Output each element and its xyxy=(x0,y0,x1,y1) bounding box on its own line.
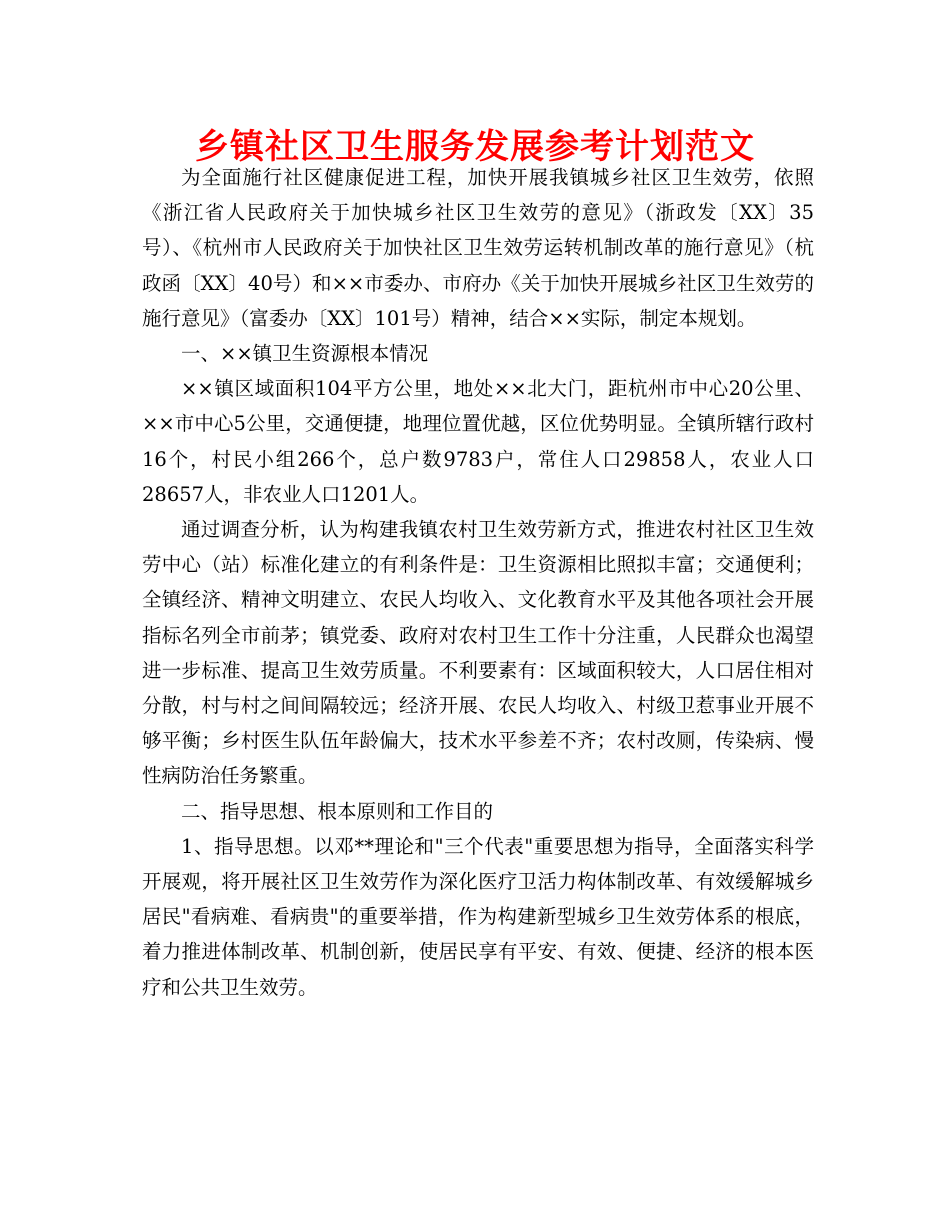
document-title: 乡镇社区卫生服务发展参考计划范文 xyxy=(195,127,755,167)
basic-situation-paragraph: ××镇区域面积104平方公里，地处××北大门，距杭州市中心20公里、××市中心5公里，交通便捷，地理位置优越，区位优势明显。全镇所辖行政村16个，村民小组266个，总户数9783户，常住人口29858人，农业人口28657人，非农业人口1201人。 xyxy=(142,377,814,506)
intro-paragraph: 为全面施行社区健康促进工程，加快开展我镇城乡社区卫生效劳，依照《浙江省人民政府关于加快城乡社区卫生效劳的意见》（浙政发〔XX〕35号）、《杭州市人民政府关于加快社区卫生效劳运转机制改革的施行意见》（杭政函〔XX〕40号）和××市委办、市府办《关于加快开展城乡社区卫生效劳的施行意见》（富委办〔XX〕101号）精神，结合××实际，制定本规划。 xyxy=(142,166,814,330)
section-heading-1: 一、××镇卫生资源根本情况 xyxy=(181,342,429,366)
document-body xyxy=(142,160,814,1005)
analysis-paragraph: 通过调查分析，认为构建我镇农村卫生效劳新方式，推进农村社区卫生效劳中心（站）标准化建立的有利条件是：卫生资源相比照拟丰富；交通便利；全镇经济、精神文明建立、农民人均收入、文化教育水平及其他各项社会开展指标名列全市前茅；镇党委、政府对农村卫生工作十分注重，人民群众也渴望进一步标准、提高卫生效劳质量。不利要素有：区域面积较大，人口居住相对分散，村与村之间间隔较远；经济开展、农民人均收入、村级卫惹事业开展不够平衡；乡村医生队伍年龄偏大，技术水平参差不齐；农村改厕，传染病、慢性病防治任务繁重。 xyxy=(142,518,814,788)
section-heading-2: 二、指导思想、根本原则和工作目的 xyxy=(181,799,494,823)
guiding-thought-paragraph: 1、指导思想。以邓**理论和"三个代表"重要思想为指导，全面落实科学开展观，将开展社区卫生效劳作为深化医疗卫活力构体制改革、有效缓解城乡居民"看病难、看病贵"的重要举措，作为构建新型城乡卫生效劳体系的根底，着力推进体制改革、机制创新，使居民享有平安、有效、便捷、经济的根本医疗和公共卫生效劳。 xyxy=(142,834,814,999)
